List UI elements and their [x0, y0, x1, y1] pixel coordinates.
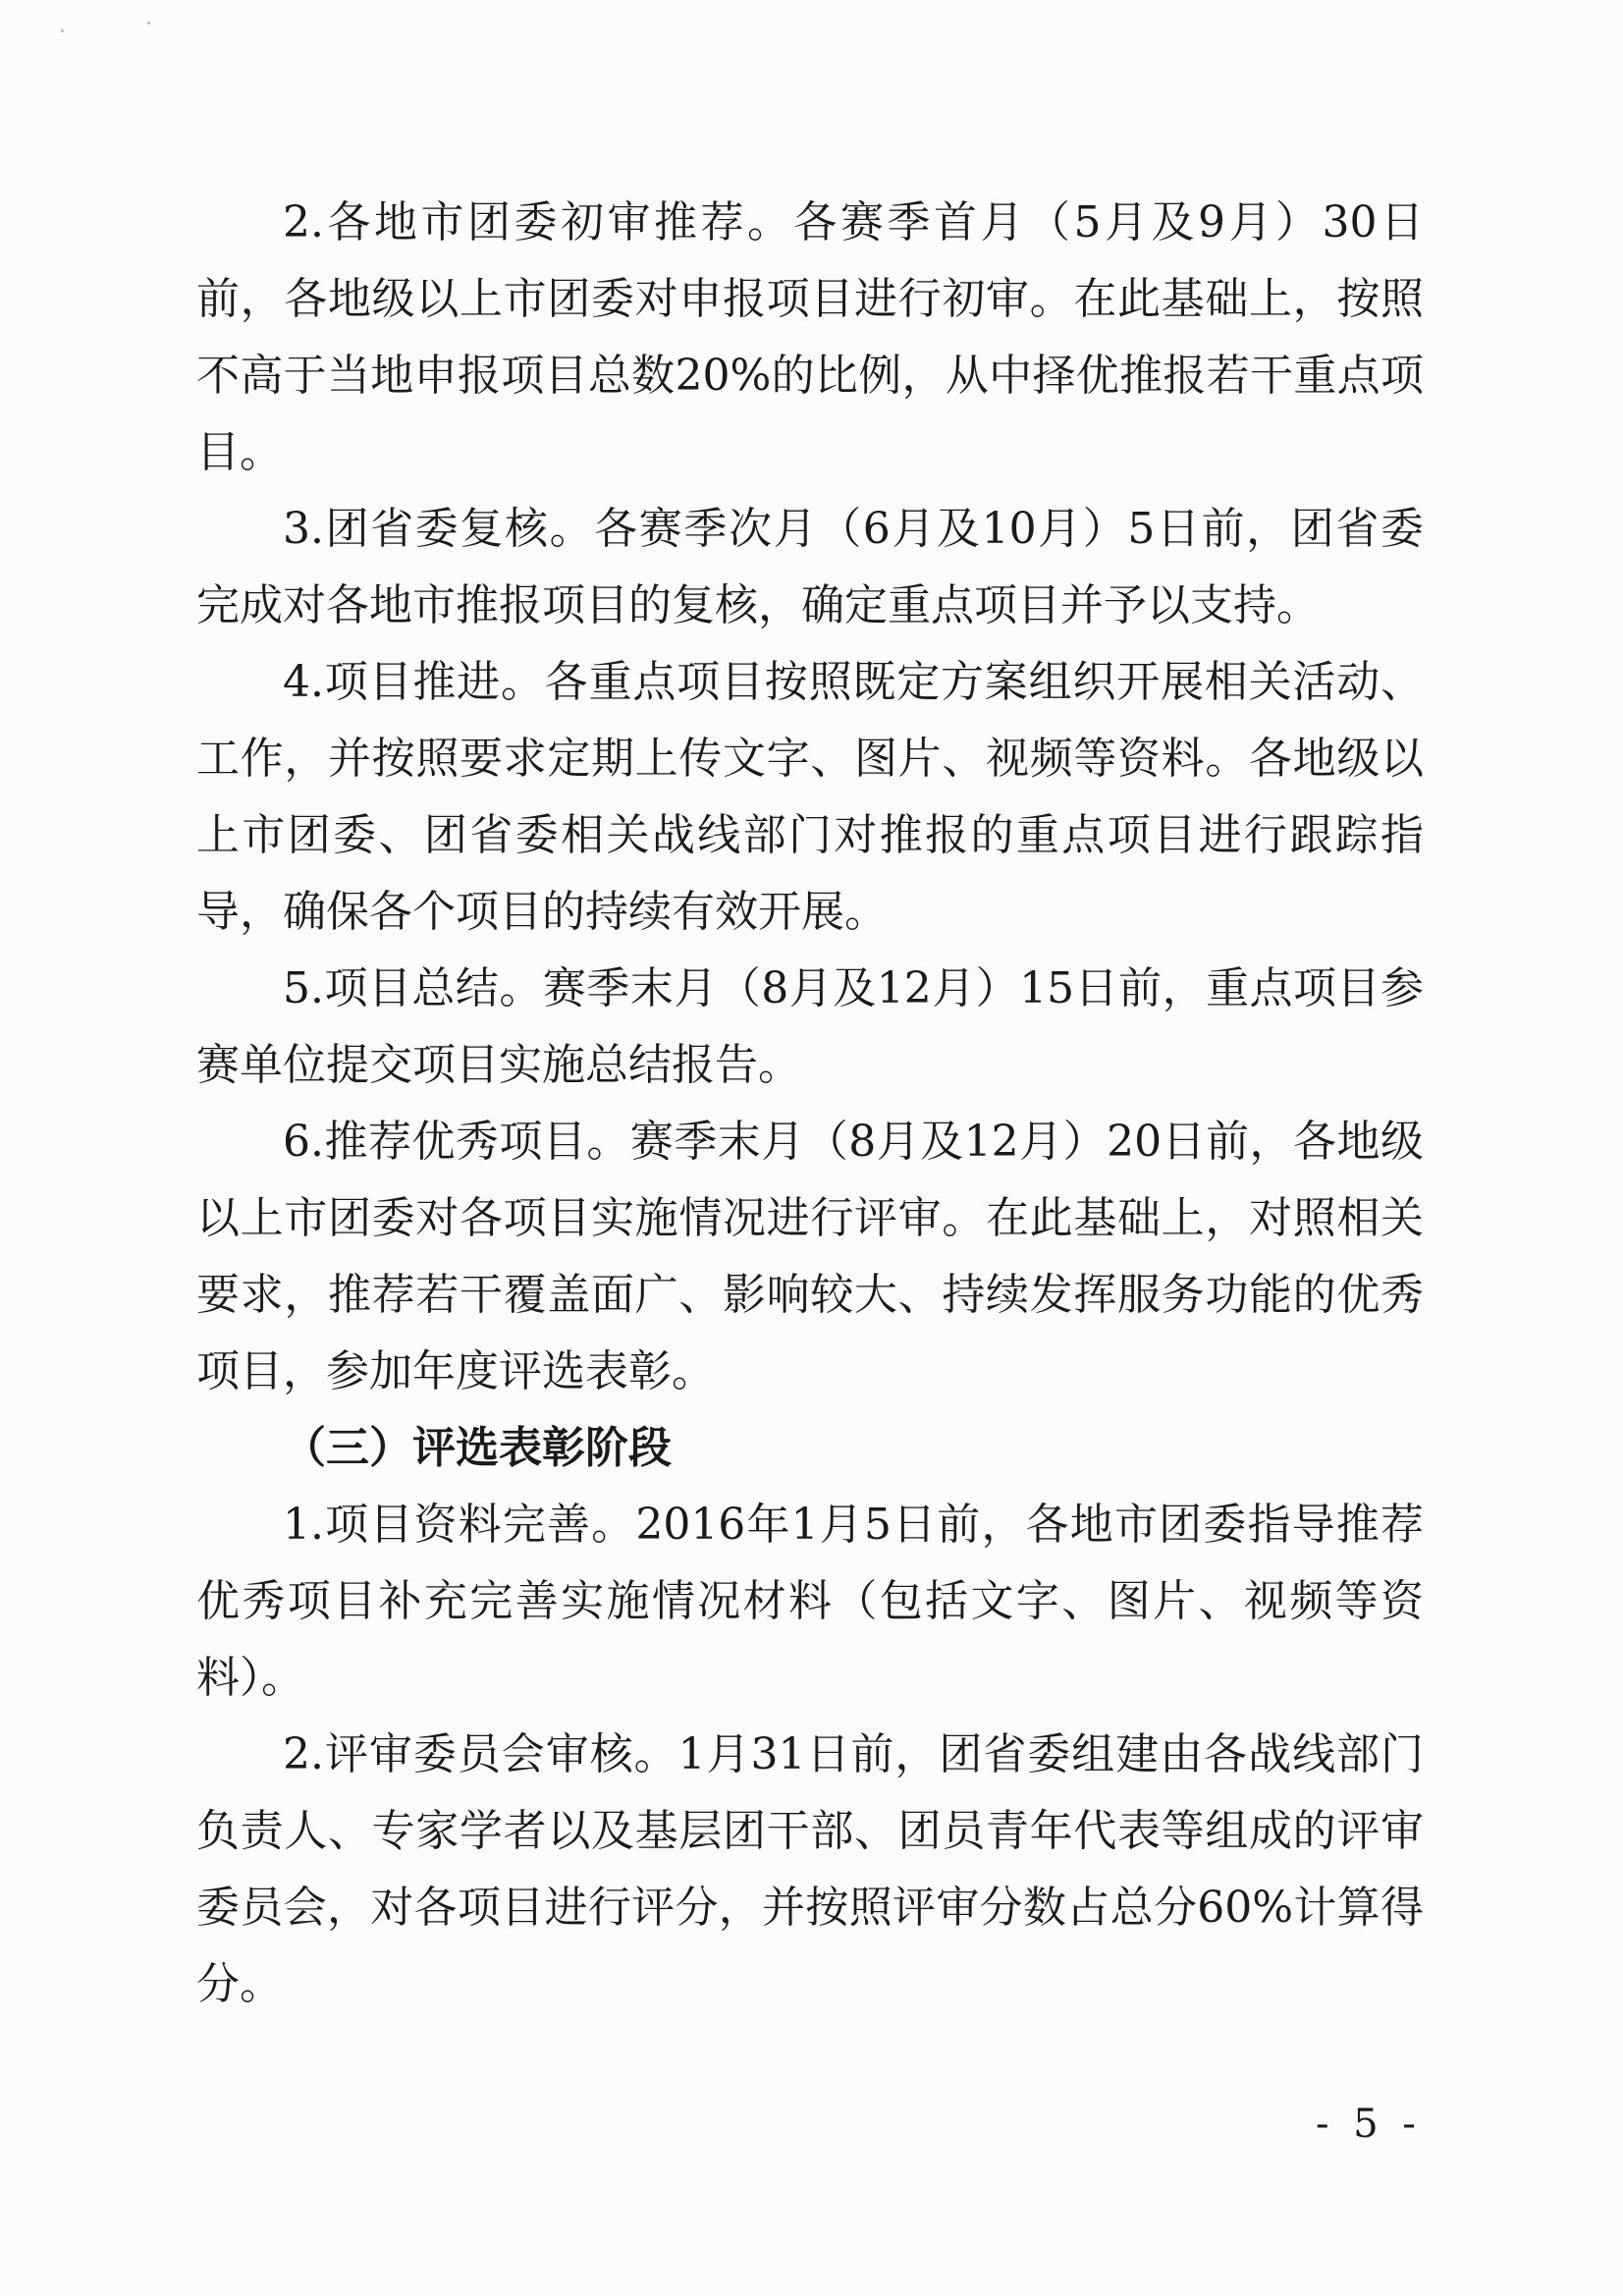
section-heading: （三）评选表彰阶段: [283, 1423, 672, 1473]
paragraph: 1.项目资料完善。2016年1月5日前，各地市团委指导推荐优秀项目补充完善实施情况材料（包括文字、图片、视频等资料）。: [196, 1500, 1424, 1703]
paragraph: 5.项目总结。赛季末月（8月及12月）15日前，重点项目参赛单位提交项目实施总结报告。: [196, 963, 1424, 1090]
scan-speck: [61, 29, 64, 32]
paragraph: 4.项目推进。各重点项目按照既定方案组织开展相关活动、工作，并按照要求定期上传文字、图片、视频等资料。各地级以上市团委、团省委相关战线部门对推报的重点项目进行跟踪指导，确保各个项目的持续有效开展。: [196, 657, 1424, 937]
document-body: [196, 185, 1424, 2023]
page-number: - 5 -: [1316, 2102, 1422, 2147]
paragraph: 3.团省委复核。各赛季次月（6月及10月）5日前，团省委完成对各地市推报项目的复核，确定重点项目并予以支持。: [196, 504, 1424, 630]
paragraph: 6.推荐优秀项目。赛季末月（8月及12月）20日前，各地级以上市团委对各项目实施情况进行评审。在此基础上，对照相关要求，推荐若干覆盖面广、影响较大、持续发挥服务功能的优秀项目，参加年度评选表彰。: [196, 1117, 1424, 1396]
scan-speck: [147, 22, 150, 25]
paragraph: 2.评审委员会审核。1月31日前，团省委组建由各战线部门负责人、专家学者以及基层团干部、团员青年代表等组成的评审委员会，对各项目进行评分，并按照评审分数占总分60%计算得分。: [196, 1729, 1424, 2009]
paragraph: 2.各地市团委初审推荐。各赛季首月（5月及9月）30日前，各地级以上市团委对申报项目进行初审。在此基础上，按照不高于当地申报项目总数20%的比例，从中择优推报若干重点项目。: [196, 197, 1424, 477]
